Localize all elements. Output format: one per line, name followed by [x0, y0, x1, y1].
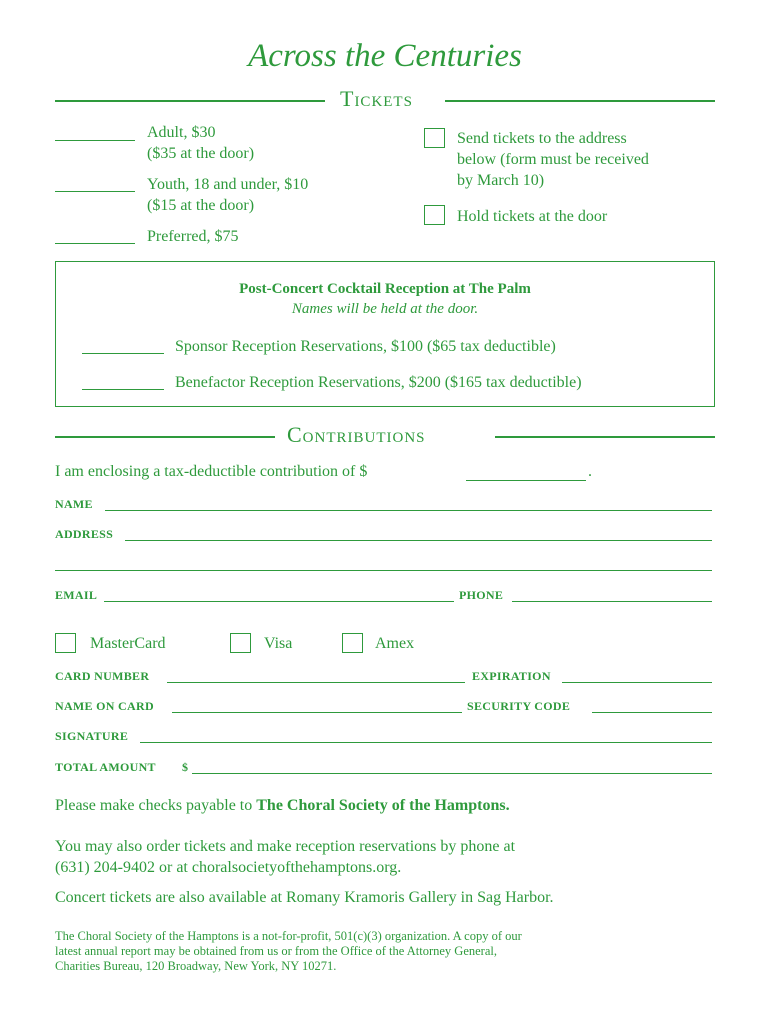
dollar-sign: $: [182, 760, 189, 774]
amex-label: Amex: [375, 635, 415, 652]
mastercard-label: MasterCard: [90, 635, 166, 652]
youth-door-price: ($15 at the door): [147, 197, 255, 214]
contributions-rule-right: [495, 436, 715, 438]
name-label: NAME: [55, 497, 93, 511]
benefactor-qty-field[interactable]: [82, 389, 164, 390]
address-field[interactable]: [125, 540, 712, 541]
fine-print-line-1: The Choral Society of the Hamptons is a not-for-profit, 501(c)(3) organization. A copy of our: [55, 929, 522, 943]
benefactor-reservation-label: Benefactor Reception Reservations, $200 ($165 tax deductible): [175, 374, 582, 391]
send-tickets-label-2: below (form must be received: [457, 151, 649, 168]
hold-tickets-checkbox[interactable]: [424, 205, 445, 225]
signature-field[interactable]: [140, 742, 712, 743]
security-code-label: SECURITY CODE: [467, 699, 571, 713]
phone-order-line-2: (631) 204-9402 or at choralsocietyofthehamptons.org.: [55, 859, 402, 876]
send-tickets-label-3: by March 10): [457, 172, 545, 189]
name-field[interactable]: [105, 510, 712, 511]
phone-order-line-1: You may also order tickets and make reception reservations by phone at: [55, 838, 516, 855]
visa-label: Visa: [264, 635, 293, 652]
expiration-label: EXPIRATION: [472, 669, 551, 683]
phone-label: PHONE: [459, 588, 504, 602]
mastercard-checkbox[interactable]: [55, 633, 76, 653]
email-field[interactable]: [104, 601, 454, 602]
form-title: Across the Centuries: [248, 38, 522, 74]
sponsor-reservation-label: Sponsor Reception Reservations, $100 ($65 tax deductible): [175, 338, 556, 355]
preferred-ticket-label: Preferred, $75: [147, 228, 239, 245]
gallery-text: Concert tickets are also available at Romany Kramoris Gallery in Sag Harbor.: [55, 889, 554, 906]
youth-ticket-label: Youth, 18 and under, $10: [147, 176, 309, 193]
youth-qty-field[interactable]: [55, 191, 135, 192]
email-label: EMAIL: [55, 588, 98, 602]
checks-payable-org: The Choral Society of the Hamptons.: [256, 797, 510, 814]
checks-payable-prefix: Please make checks payable to: [55, 797, 257, 814]
adult-ticket-label: Adult, $30: [147, 124, 216, 141]
contributions-rule-left: [55, 436, 275, 438]
adult-door-price: ($35 at the door): [147, 145, 255, 162]
contribution-text: I am enclosing a tax-deductible contribution of $: [55, 463, 368, 480]
name-on-card-field[interactable]: [172, 712, 462, 713]
address-label: ADDRESS: [55, 527, 114, 541]
hold-tickets-label: Hold tickets at the door: [457, 208, 608, 225]
phone-field[interactable]: [512, 601, 712, 602]
send-tickets-checkbox[interactable]: [424, 128, 445, 148]
card-number-label: CARD NUMBER: [55, 669, 150, 683]
reception-subtitle: Names will be held at the door.: [291, 301, 479, 317]
security-code-field[interactable]: [592, 712, 712, 713]
total-amount-field[interactable]: [192, 773, 712, 774]
fine-print-line-3: Charities Bureau, 120 Broadway, New York, NY 10271.: [55, 959, 337, 973]
card-number-field[interactable]: [167, 682, 465, 683]
expiration-field[interactable]: [562, 682, 712, 683]
checks-payable-text: [55, 797, 510, 815]
contribution-period: .: [588, 463, 592, 480]
fine-print: [55, 929, 522, 974]
contributions-heading: Contributions: [287, 422, 426, 447]
preferred-qty-field[interactable]: [55, 243, 135, 244]
tickets-rule-right: [445, 100, 715, 102]
sponsor-qty-field[interactable]: [82, 353, 164, 354]
amex-checkbox[interactable]: [342, 633, 363, 653]
name-on-card-label: NAME ON CARD: [55, 699, 154, 713]
visa-checkbox[interactable]: [230, 633, 251, 653]
fine-print-line-2: latest annual report may be obtained from us or from the Office of the Attorney General,: [55, 944, 497, 958]
address-field-line-2[interactable]: [55, 570, 712, 571]
tickets-heading: Tickets: [340, 86, 413, 111]
send-tickets-label-1: Send tickets to the address: [457, 130, 627, 147]
total-amount-label: TOTAL AMOUNT: [55, 760, 156, 774]
contribution-amount-field[interactable]: [466, 480, 586, 481]
tickets-rule-left: [55, 100, 325, 102]
adult-qty-field[interactable]: [55, 140, 135, 141]
reception-title: Post-Concert Cocktail Reception at The Palm: [239, 281, 531, 297]
signature-label: SIGNATURE: [55, 729, 129, 743]
